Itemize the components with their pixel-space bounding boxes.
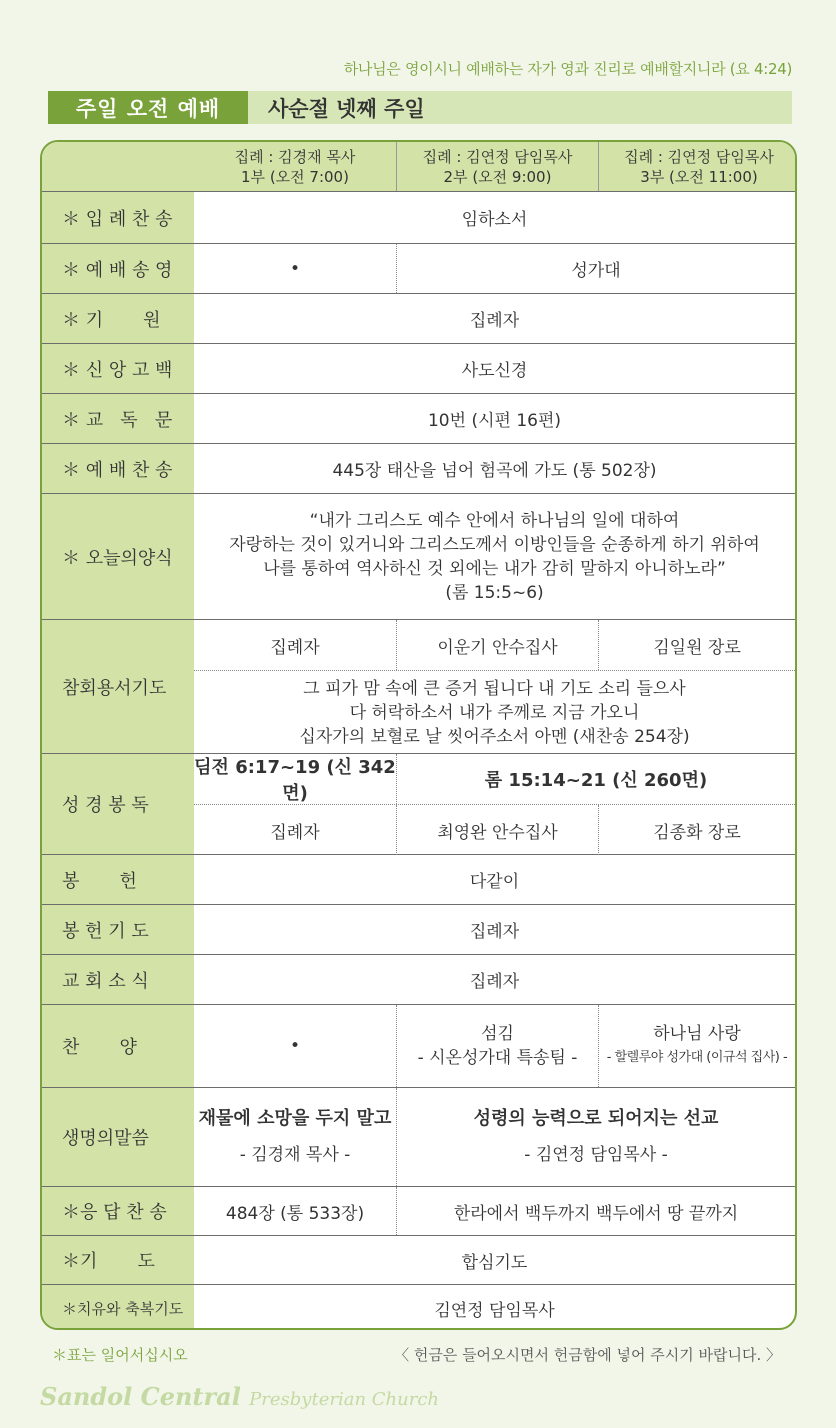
row-value-service-1: •: [289, 258, 301, 279]
anthem-performer: - 시온성가대 특송팀 -: [417, 1048, 578, 1068]
row-value: 다같이: [469, 872, 520, 892]
scripture-verse: 하나님은 영이시니 예배하는 자가 영과 진리로 예배할지니라 (요 4:24): [343, 60, 792, 78]
sermon-service-1: [194, 1088, 396, 1186]
todays-word-line: 자랑하는 것이 있거니와 그리스도께서 이방인들을 순종하게 하기 위하여: [229, 534, 760, 555]
repentance-line: 다 허락하소서 내가 주께로 지금 가오니: [349, 702, 640, 723]
row-scripture-reading: [42, 754, 795, 855]
offering-note: 〈 헌금은 들어오시면서 헌금함에 넣어 주시기 바랍니다. 〉: [394, 1346, 781, 1364]
repentance-leader-2: 이운기 안수집사: [396, 620, 598, 670]
anthem-service-1: •: [289, 1036, 301, 1056]
church-name-sub: Presbyterian Church: [249, 1389, 439, 1410]
row-label: 봉 헌 기 도: [62, 920, 149, 942]
row-value: 김연정 담임목사: [434, 1301, 555, 1321]
row-church-news: [42, 955, 795, 1005]
todays-word-reference: (롬 15:5~6): [445, 582, 544, 603]
row-value-service-2-3: 성가대: [396, 244, 795, 293]
anthem-service-3: [598, 1005, 795, 1087]
todays-word-text: [194, 494, 795, 619]
service-3-time: 3부 (오전 11:00): [640, 167, 758, 186]
row-label: 생명의말씀: [62, 1128, 149, 1149]
service-title: 사순절 넷째 주일: [268, 96, 425, 121]
scripture-passage-1: 딤전 6:17~19 (신 342면): [194, 757, 396, 804]
response-hymn-service-2-3: 한라에서 백두까지 백두에서 땅 끝까지: [396, 1187, 795, 1235]
row-label: ＊ 교 독 문: [62, 409, 173, 431]
row-offering-prayer: [42, 905, 795, 955]
service-header-row: [42, 142, 795, 192]
repentance-hymn-text: [194, 671, 795, 754]
response-hymn-service-1: 484장 (통 533장): [225, 1203, 365, 1224]
row-label: 찬 양: [62, 1037, 137, 1058]
repentance-leader-1: 집례자: [270, 637, 320, 658]
row-todays-word: [42, 494, 795, 620]
todays-word-line: “내가 그리스도 예수 안에서 하나님의 일에 대하여: [309, 510, 680, 531]
row-worship-hymn: [42, 444, 795, 494]
church-name-main: Sandol Central: [40, 1382, 241, 1411]
service-3-leader: 집례 : 김연정 담임목사: [624, 147, 774, 166]
sermon-speaker: - 김연정 담임목사 -: [524, 1145, 668, 1165]
section-header: [48, 91, 792, 124]
row-prayer: [42, 1236, 795, 1285]
sermon-speaker: - 김경재 목사 -: [239, 1145, 351, 1165]
row-value: 10번 (시편 16편): [427, 411, 562, 431]
row-anthem: [42, 1005, 795, 1088]
scripture-passage-2-3: 롬 15:14~21 (신 260면): [396, 754, 795, 804]
row-label: ＊치유와 축복기도: [62, 1300, 184, 1318]
todays-word-line: 나를 통하여 역사하신 것 외에는 내가 감히 말하지 아니하노라”: [263, 558, 726, 579]
service-2-header: [396, 142, 598, 191]
scripture-reader-2: 최영완 안수집사: [396, 805, 598, 855]
row-label: 교 회 소 식: [62, 970, 149, 992]
order-of-worship-table: [40, 140, 797, 1330]
row-label: 성 경 봉 독: [62, 795, 149, 816]
church-logo-text: [40, 1382, 439, 1411]
anthem-title: 하나님 사랑: [653, 1024, 741, 1044]
row-value: 집례자: [469, 922, 520, 942]
row-label: ＊ 신 앙 고 백: [62, 359, 173, 381]
anthem-service-2: [396, 1005, 598, 1087]
row-value: 합심기도: [461, 1252, 528, 1273]
row-value: 집례자: [469, 972, 520, 992]
repentance-leader-3: 김일원 장로: [598, 620, 795, 670]
row-invocation: [42, 294, 795, 344]
row-repentance-prayer: [42, 620, 795, 754]
row-response-hymn: [42, 1187, 795, 1236]
row-label: ＊ 기 원: [62, 309, 161, 331]
sermon-title: 재물에 소망을 두지 말고: [198, 1108, 392, 1129]
row-label: ＊기 도: [62, 1251, 155, 1272]
row-creed: [42, 344, 795, 394]
service-label: 주일 오전 예배: [48, 91, 248, 124]
row-entrance-hymn: [42, 192, 795, 244]
row-doxology: [42, 244, 795, 294]
row-value: 집례자: [469, 311, 520, 331]
row-value: 임하소서: [461, 210, 528, 230]
row-value: 445장 태산을 넘어 험곡에 가도 (통 502장): [332, 461, 657, 481]
service-1-leader: 집례 : 김경재 목사: [234, 147, 356, 166]
service-1-header: [194, 142, 396, 191]
row-label: ＊ 입 례 찬 송: [62, 208, 173, 230]
service-2-time: 2부 (오전 9:00): [443, 167, 552, 186]
row-label: 참회용서기도: [62, 677, 167, 699]
row-label: ＊ 예 배 찬 송: [62, 459, 173, 481]
row-healing-blessing: [42, 1285, 795, 1330]
row-label: 봉 헌: [62, 870, 137, 892]
row-responsive-reading: [42, 394, 795, 444]
row-label: ＊ 예 배 송 영: [62, 259, 173, 281]
row-value: 사도신경: [461, 361, 528, 381]
sermon-title: 성령의 능력으로 되어지는 선교: [473, 1108, 719, 1129]
scripture-reader-3: 김종화 장로: [598, 805, 795, 855]
service-3-header: [598, 142, 797, 191]
standing-note: ＊표는 일어서십시오: [52, 1346, 188, 1364]
scripture-reader-1: 집례자: [270, 822, 320, 843]
row-sermon: [42, 1088, 795, 1187]
repentance-line: 그 피가 맘 속에 큰 증거 됩니다 내 기도 소리 들으사: [303, 678, 686, 699]
anthem-title: 섬김: [481, 1024, 514, 1044]
service-1-time: 1부 (오전 7:00): [241, 167, 349, 186]
row-label: ＊ 오늘의양식: [62, 547, 173, 569]
row-label: ＊응 답 찬 송: [62, 1202, 167, 1223]
repentance-line: 십자가의 보혈로 날 씻어주소서 아멘 (새찬송 254장): [299, 726, 690, 747]
service-2-leader: 집례 : 김연정 담임목사: [422, 147, 573, 166]
anthem-performer: - 할렐루야 성가대 (이규석 집사) -: [606, 1050, 788, 1065]
row-offering: [42, 855, 795, 905]
sermon-service-2-3: [396, 1088, 795, 1186]
